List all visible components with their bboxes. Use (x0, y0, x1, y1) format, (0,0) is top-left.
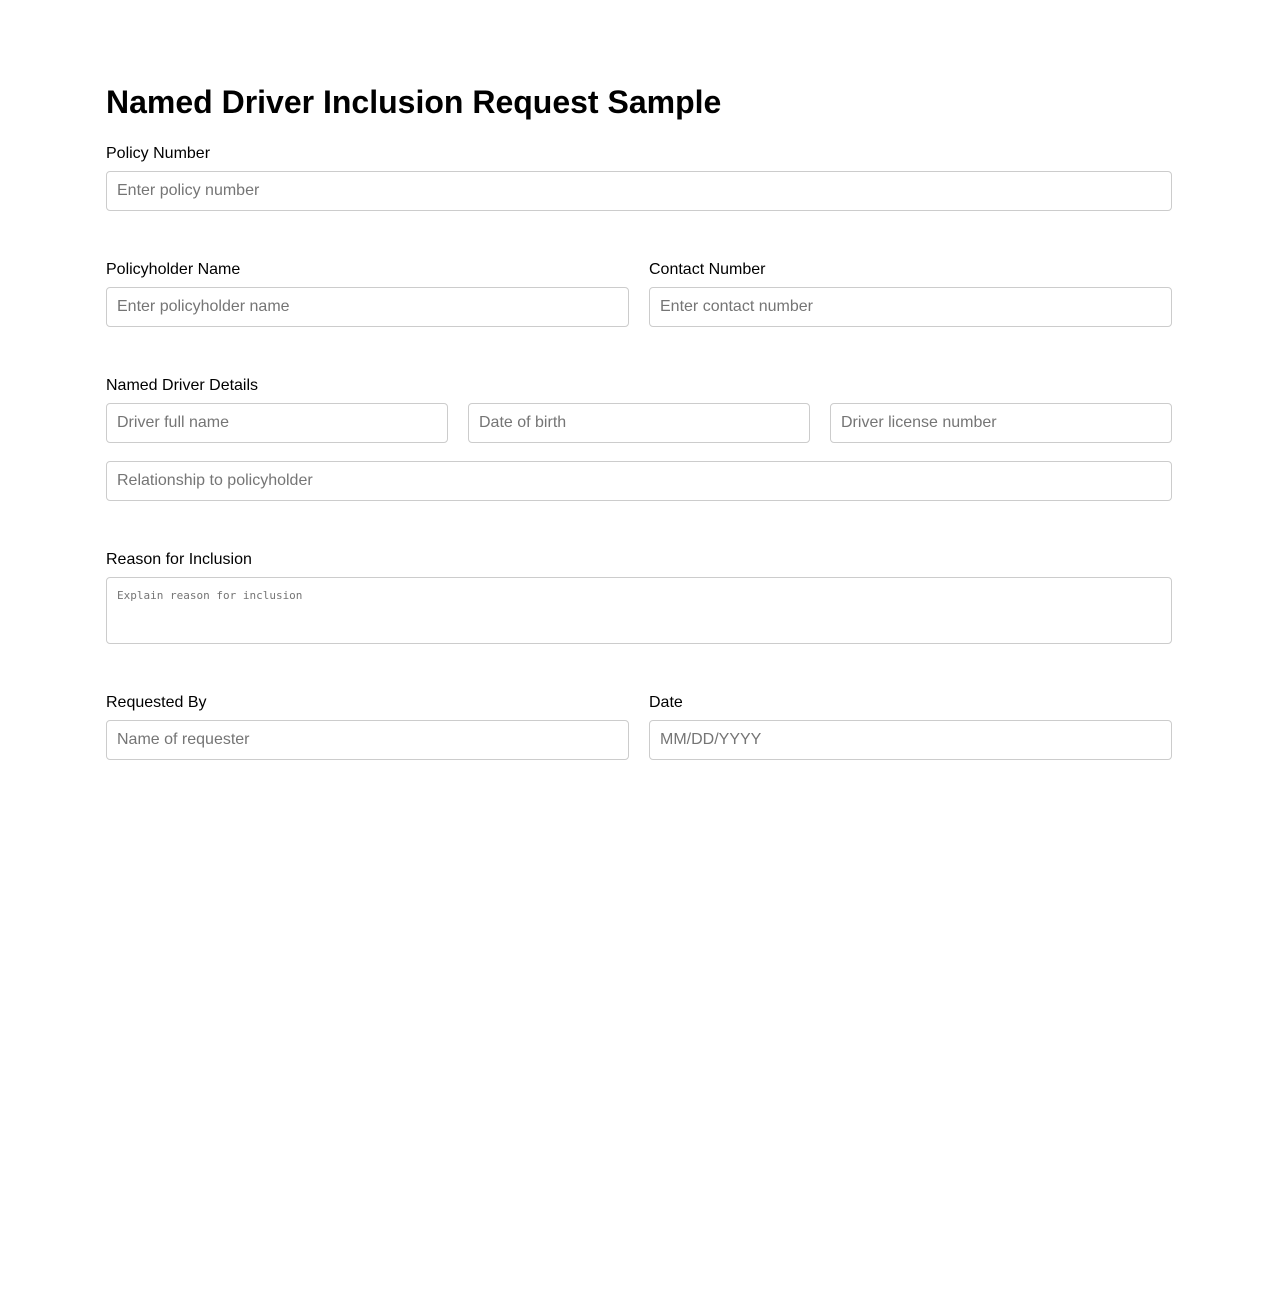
driver-license-number-input[interactable] (830, 403, 1172, 443)
relationship-input[interactable] (106, 461, 1172, 501)
policy-number-input[interactable] (106, 171, 1172, 211)
date-label: Date (649, 694, 683, 711)
page-title: Named Driver Inclusion Request Sample (106, 84, 722, 120)
reason-label: Reason for Inclusion (106, 551, 252, 568)
contact-number-label: Contact Number (649, 261, 766, 278)
policyholder-name-label: Policyholder Name (106, 261, 241, 278)
requested-by-label: Requested By (106, 694, 207, 711)
contact-number-input[interactable] (649, 287, 1172, 327)
date-input[interactable] (649, 720, 1172, 760)
policy-number-label: Policy Number (106, 145, 211, 162)
driver-full-name-input[interactable] (106, 403, 448, 443)
policyholder-name-input[interactable] (106, 287, 629, 327)
named-driver-details-label: Named Driver Details (106, 377, 259, 394)
driver-date-of-birth-input[interactable] (468, 403, 810, 443)
requested-by-input[interactable] (106, 720, 629, 760)
reason-textarea[interactable] (106, 577, 1172, 644)
